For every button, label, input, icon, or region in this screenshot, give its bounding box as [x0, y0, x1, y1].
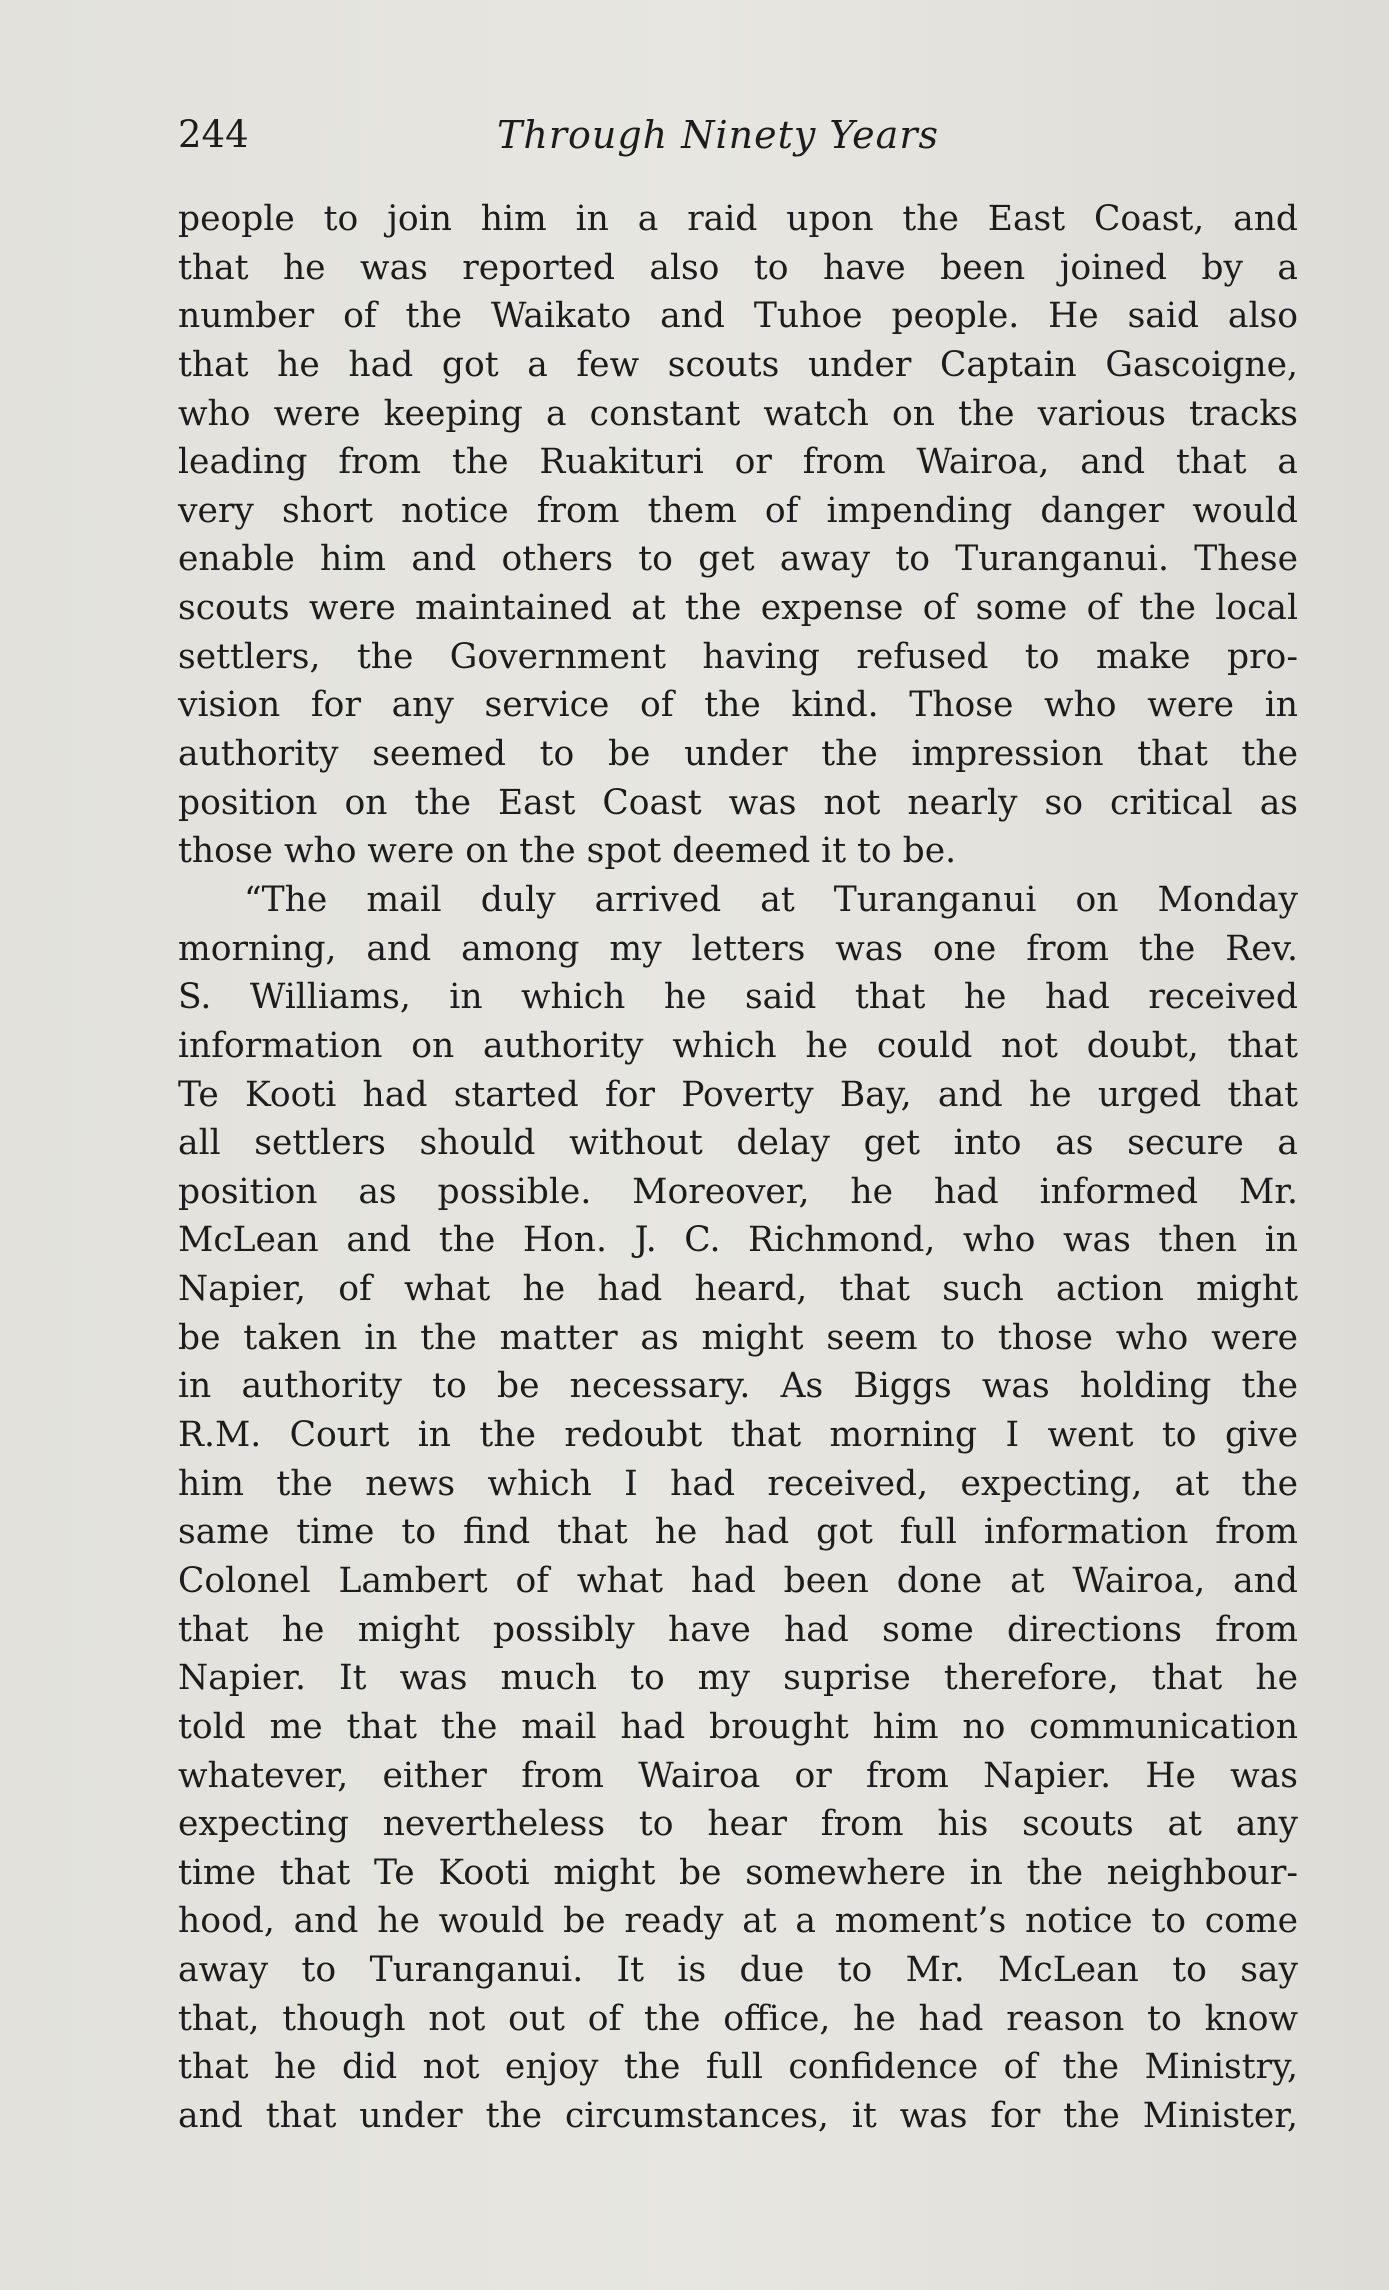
body-text — [178, 195, 1298, 2141]
page-number: 244 — [178, 113, 249, 156]
text-line: leading from the Ruakituri or from Wairoa, and that a — [178, 442, 1298, 483]
text-line: Colonel Lambert of what had been done at Wairoa, and — [178, 1560, 1298, 1601]
text-line: settlers, the Government having refused to make pro- — [178, 636, 1298, 677]
text-line: and that under the circumstances, it was for the Minister, — [178, 2095, 1298, 2136]
text-line: information on authority which he could not doubt, that — [178, 1025, 1298, 1066]
text-line: whatever, either from Wairoa or from Napier. He was — [178, 1755, 1298, 1796]
paragraph-start-line: “The mail duly arrived at Turanganui on Monday — [244, 879, 1298, 920]
text-line: enable him and others to get away to Turanganui. These — [178, 539, 1298, 580]
text-line: who were keeping a constant watch on the various tracks — [178, 393, 1298, 434]
text-line: be taken in the matter as might seem to those who were — [178, 1317, 1298, 1358]
text-line: that, though not out of the office, he had reason to know — [178, 1998, 1298, 2039]
text-line: that he did not enjoy the full confidence of the Ministry, — [178, 2047, 1298, 2088]
text-line: that he was reported also to have been joined by a — [178, 247, 1298, 288]
text-line: Te Kooti had started for Poverty Bay, and he urged that — [178, 1074, 1298, 1115]
text-line: scouts were maintained at the expense of some of the local — [178, 588, 1298, 629]
text-line: authority seemed to be under the impression that the — [178, 734, 1298, 775]
text-line: very short notice from them of impending danger would — [178, 490, 1298, 531]
text-line: same time to find that he had got full information from — [178, 1512, 1298, 1553]
text-line: Napier. It was much to my suprise therefore, that he — [178, 1658, 1298, 1699]
text-line: R.M. Court in the redoubt that morning I went to give — [178, 1415, 1298, 1456]
text-line: Napier, of what he had heard, that such action might — [178, 1269, 1298, 1310]
page-header — [178, 110, 1298, 160]
text-line: in authority to be necessary. As Biggs was holding the — [178, 1366, 1298, 1407]
text-line: morning, and among my letters was one from the Rev. — [178, 928, 1298, 969]
text-line: vision for any service of the kind. Those who were in — [178, 685, 1298, 726]
text-line: that he might possibly have had some directions from — [178, 1609, 1298, 1650]
text-line: position as possible. Moreover, he had informed Mr. — [178, 1171, 1298, 1212]
text-line: that he had got a few scouts under Captain Gascoigne, — [178, 344, 1298, 385]
paragraph-end-line: those who were on the spot deemed it to be. — [178, 831, 957, 872]
text-line: all settlers should without delay get into as secure a — [178, 1123, 1298, 1164]
text-line: number of the Waikato and Tuhoe people. He said also — [178, 296, 1298, 337]
text-line: position on the East Coast was not nearly so critical as — [178, 782, 1298, 823]
text-line: people to join him in a raid upon the East Coast, and — [178, 199, 1298, 239]
text-line: him the news which I had received, expecting, at the — [178, 1463, 1298, 1504]
text-line: McLean and the Hon. J. C. Richmond, who was then in — [178, 1220, 1298, 1261]
text-line: hood, and he would be ready at a moment’s notice to come — [178, 1901, 1298, 1942]
running-title: Through Ninety Years — [497, 113, 939, 157]
text-line: away to Turanganui. It is due to Mr. McLean to say — [178, 1950, 1298, 1991]
text-line: S. Williams, in which he said that he had received — [178, 977, 1298, 1018]
text-line: time that Te Kooti might be somewhere in the neighbour- — [178, 1852, 1298, 1893]
text-line: told me that the mail had brought him no communication — [178, 1706, 1298, 1747]
text-line: expecting nevertheless to hear from his scouts at any — [178, 1804, 1298, 1845]
